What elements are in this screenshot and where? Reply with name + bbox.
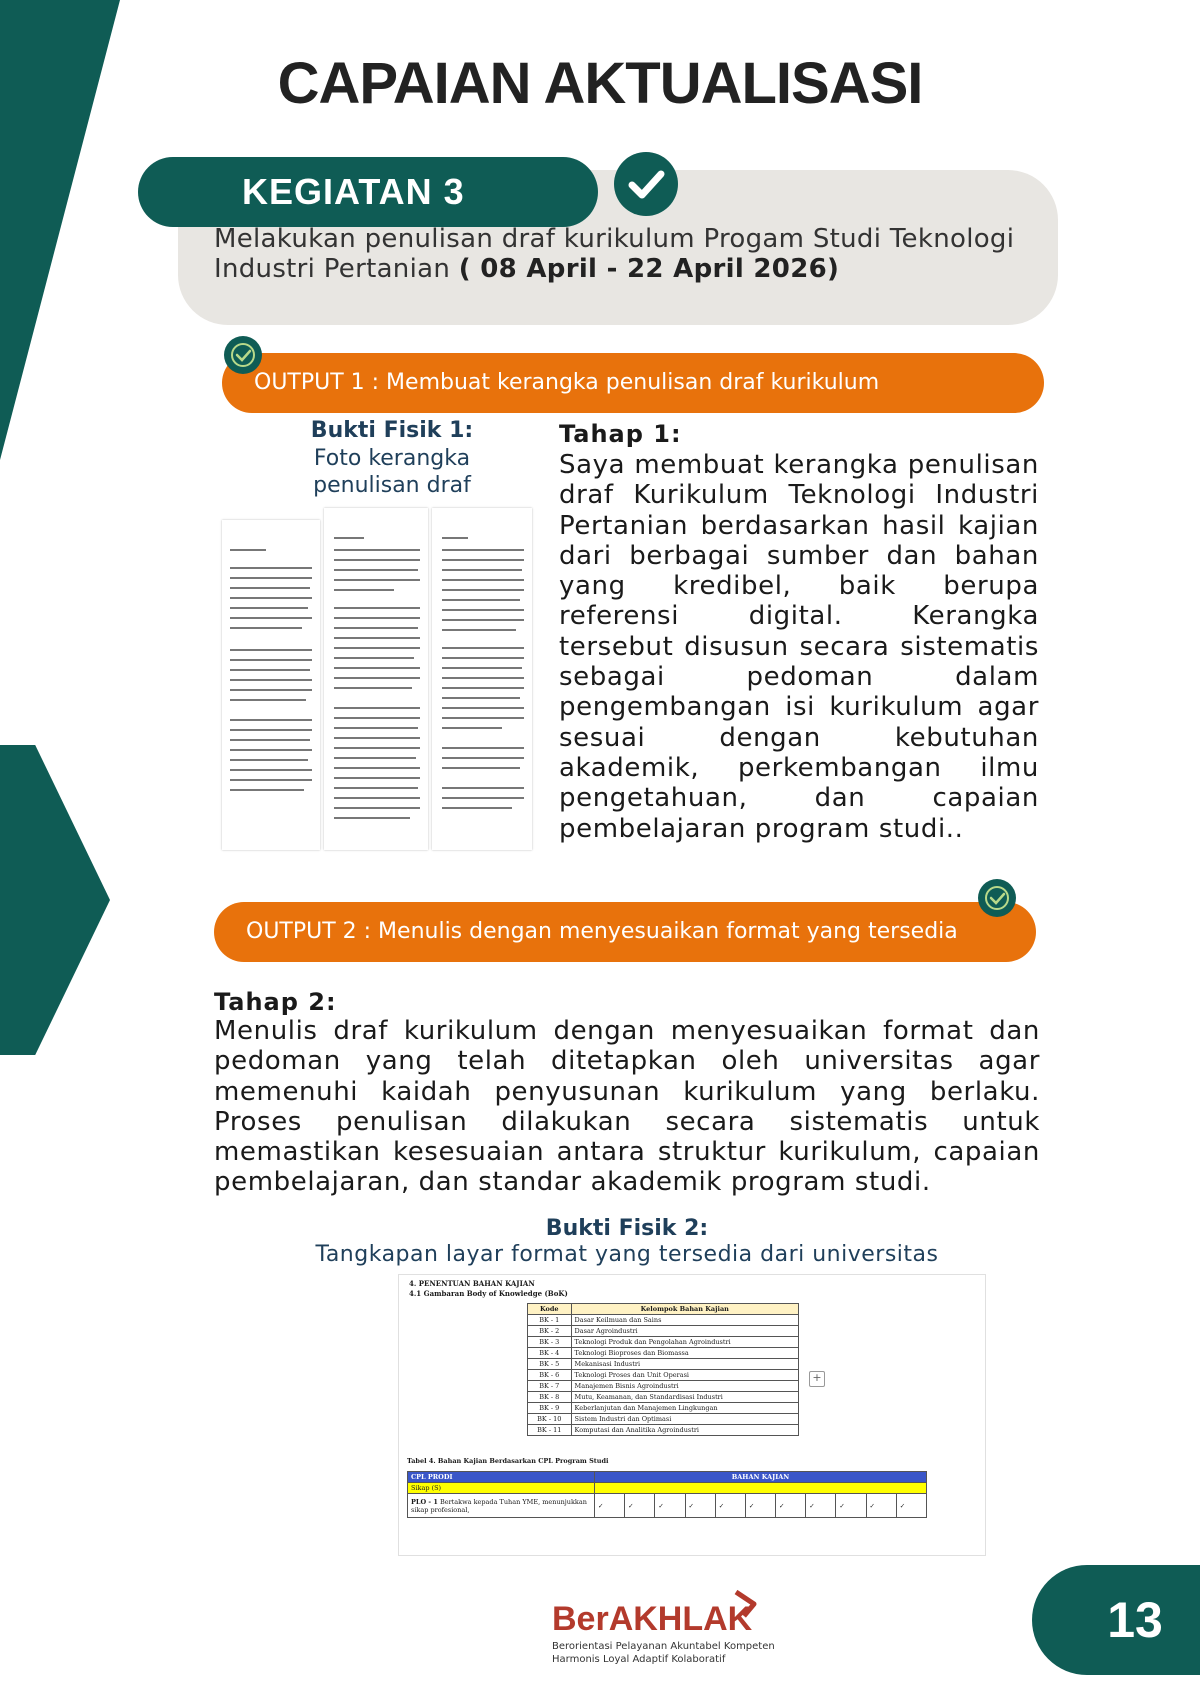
tahap2-text: Menulis draf kurikulum dengan menyesuaikan format dan pedoman yang telah ditetapkan oleh universitas agar memenuhi kaidah penyusunan kurikulum yang berlaku. Proses penulisan dilakukan secara sistematis untuk memastikan kesesuaian antara struktur kurikulum, capaian pembelajaran, dan standar akademik program studi.	[214, 1016, 1040, 1198]
bok-kode-cell: BK - 1	[528, 1315, 572, 1326]
bok-kode-cell: BK - 3	[528, 1337, 572, 1348]
table-row	[528, 1425, 799, 1436]
document-page-thumbnail	[324, 508, 428, 850]
plo-cell	[408, 1494, 595, 1518]
bok-nama-cell: Keberlanjutan dan Manajemen Lingkungan	[571, 1403, 798, 1414]
table-row	[528, 1326, 799, 1337]
bukti1-document-photo	[222, 508, 534, 853]
check-cell: ✓	[685, 1494, 715, 1518]
bok-kode-cell: BK - 9	[528, 1403, 572, 1414]
output2-banner: OUTPUT 2 : Menulis dengan menyesuaikan format yang tersedia	[214, 902, 1036, 962]
bok-table	[527, 1303, 799, 1436]
bok-nama-cell: Teknologi Bioproses dan Biomassa	[571, 1348, 798, 1359]
tahap1-text: Saya membuat kerangka penulisan draf Kurikulum Teknologi Industri Pertanian berdasarkan hasil kajian dari berbagai sumber dan bahan yang kredibel, baik berupa referensi digital. Kerangka tersebut disusun secara sistematis sebagai pedoman dalam pengembangan isi kurikulum agar sesuai dengan kebutuhan akademik, perkembangan ilmu pengetahuan, dan capaian pembelajaran program studi..	[559, 450, 1039, 844]
screenshot-heading: 4. PENENTUAN BAHAN KAJIAN	[409, 1279, 535, 1288]
table-row	[528, 1359, 799, 1370]
check-cell: ✓	[776, 1494, 806, 1518]
page-title: CAPAIAN AKTUALISASI	[277, 51, 923, 116]
check-circle-icon	[224, 336, 262, 374]
sikap-label: Sikap (S)	[408, 1483, 595, 1494]
bok-col-kode: Kode	[528, 1304, 572, 1315]
bok-nama-cell: Manajemen Bisnis Agroindustri	[571, 1381, 798, 1392]
table-row	[528, 1315, 799, 1326]
kegiatan-label: KEGIATAN 3	[138, 157, 598, 227]
bok-kode-cell: BK - 5	[528, 1359, 572, 1370]
output1-banner: OUTPUT 1 : Membuat kerangka penulisan draf kurikulum	[222, 353, 1044, 413]
bok-kode-cell: BK - 4	[528, 1348, 572, 1359]
table-row	[528, 1381, 799, 1392]
check-cell: ✓	[625, 1494, 655, 1518]
bok-nama-cell: Sistem Industri dan Optimasi	[571, 1414, 798, 1425]
bok-kode-cell: BK - 6	[528, 1370, 572, 1381]
bok-nama-cell: Teknologi Produk dan Pengolahan Agroindustri	[571, 1337, 798, 1348]
tahap2-label: Tahap 2:	[214, 988, 337, 1016]
check-circle-icon	[614, 152, 678, 216]
table-row	[528, 1403, 799, 1414]
table4-caption: Tabel 4. Bahan Kajian Berdasarkan CPL Program Studi	[407, 1457, 609, 1465]
cpl-bahan-kajian-table	[407, 1471, 927, 1518]
cpl-header: CPL PRODI	[408, 1472, 595, 1483]
logo-chevron-icon	[730, 1588, 760, 1618]
bukti2-title: Bukti Fisik 2:	[545, 1216, 709, 1241]
kegiatan-description-text: Melakukan penulisan draf kurikulum Progam Studi Teknologi Industri Pertanian	[214, 224, 1015, 284]
bok-nama-cell: Dasar Agroindustri	[571, 1326, 798, 1337]
bok-kode-cell: BK - 10	[528, 1414, 572, 1425]
bok-nama-cell: Teknologi Proses dan Unit Operasi	[571, 1370, 798, 1381]
bukti2-subtitle: Tangkapan layar format yang tersedia dari universitas	[315, 1242, 939, 1267]
bok-col-kelompok: Kelompok Bahan Kajian	[571, 1304, 798, 1315]
sikap-empty-cell	[595, 1483, 927, 1494]
kegiatan-date-range: ( 08 April - 22 April 2026)	[458, 254, 840, 284]
plo-text: Bertakwa kepada Tuhan YME, menunjukkan sikap profesional,	[411, 1497, 587, 1514]
plo-label: PLO - 1	[411, 1497, 438, 1506]
bok-kode-cell: BK - 2	[528, 1326, 572, 1337]
check-cell: ✓	[866, 1494, 896, 1518]
bok-kode-cell: BK - 7	[528, 1381, 572, 1392]
check-circle-icon	[978, 879, 1016, 917]
berakhlak-logo: BerAKHLAK	[552, 1600, 753, 1638]
check-cell: ✓	[595, 1494, 625, 1518]
bok-nama-cell: Komputasi dan Analitika Agroindustri	[571, 1425, 798, 1436]
check-cell: ✓	[836, 1494, 866, 1518]
check-cell: ✓	[655, 1494, 685, 1518]
bok-kode-cell: BK - 8	[528, 1392, 572, 1403]
screenshot-subheading: 4.1 Gambaran Body of Knowledge (BoK)	[409, 1289, 568, 1298]
decorative-chevron-shape	[0, 745, 110, 1055]
bahan-kajian-header: BAHAN KAJIAN	[595, 1472, 927, 1483]
table-row	[528, 1337, 799, 1348]
add-icon: +	[809, 1371, 825, 1387]
check-cell: ✓	[715, 1494, 745, 1518]
table-row	[528, 1370, 799, 1381]
document-page-thumbnail	[222, 520, 320, 850]
document-page-thumbnail	[432, 508, 532, 850]
check-cell: ✓	[745, 1494, 775, 1518]
check-cell: ✓	[896, 1494, 926, 1518]
table-row	[528, 1348, 799, 1359]
berakhlak-tagline-2: Harmonis Loyal Adaptif Kolaboratif	[552, 1654, 726, 1665]
table-row	[528, 1414, 799, 1425]
check-cell: ✓	[806, 1494, 836, 1518]
page-number: 13	[1107, 1592, 1163, 1648]
bok-nama-cell: Mekanisasi Industri	[571, 1359, 798, 1370]
tahap1-label: Tahap 1:	[559, 420, 682, 448]
bukti1-subtitle: Foto kerangka penulisan draf	[313, 446, 471, 498]
bukti1-title: Bukti Fisik 1:	[310, 418, 474, 443]
berakhlak-tagline-1: Berorientasi Pelayanan Akuntabel Kompeten	[552, 1641, 775, 1652]
bok-nama-cell: Dasar Keilmuan dan Sains	[571, 1315, 798, 1326]
bok-kode-cell: BK - 11	[528, 1425, 572, 1436]
bukti2-format-screenshot	[398, 1274, 986, 1556]
bok-nama-cell: Mutu, Keamanan, dan Standardisasi Industri	[571, 1392, 798, 1403]
kegiatan-description	[214, 224, 1034, 284]
table-row	[528, 1392, 799, 1403]
